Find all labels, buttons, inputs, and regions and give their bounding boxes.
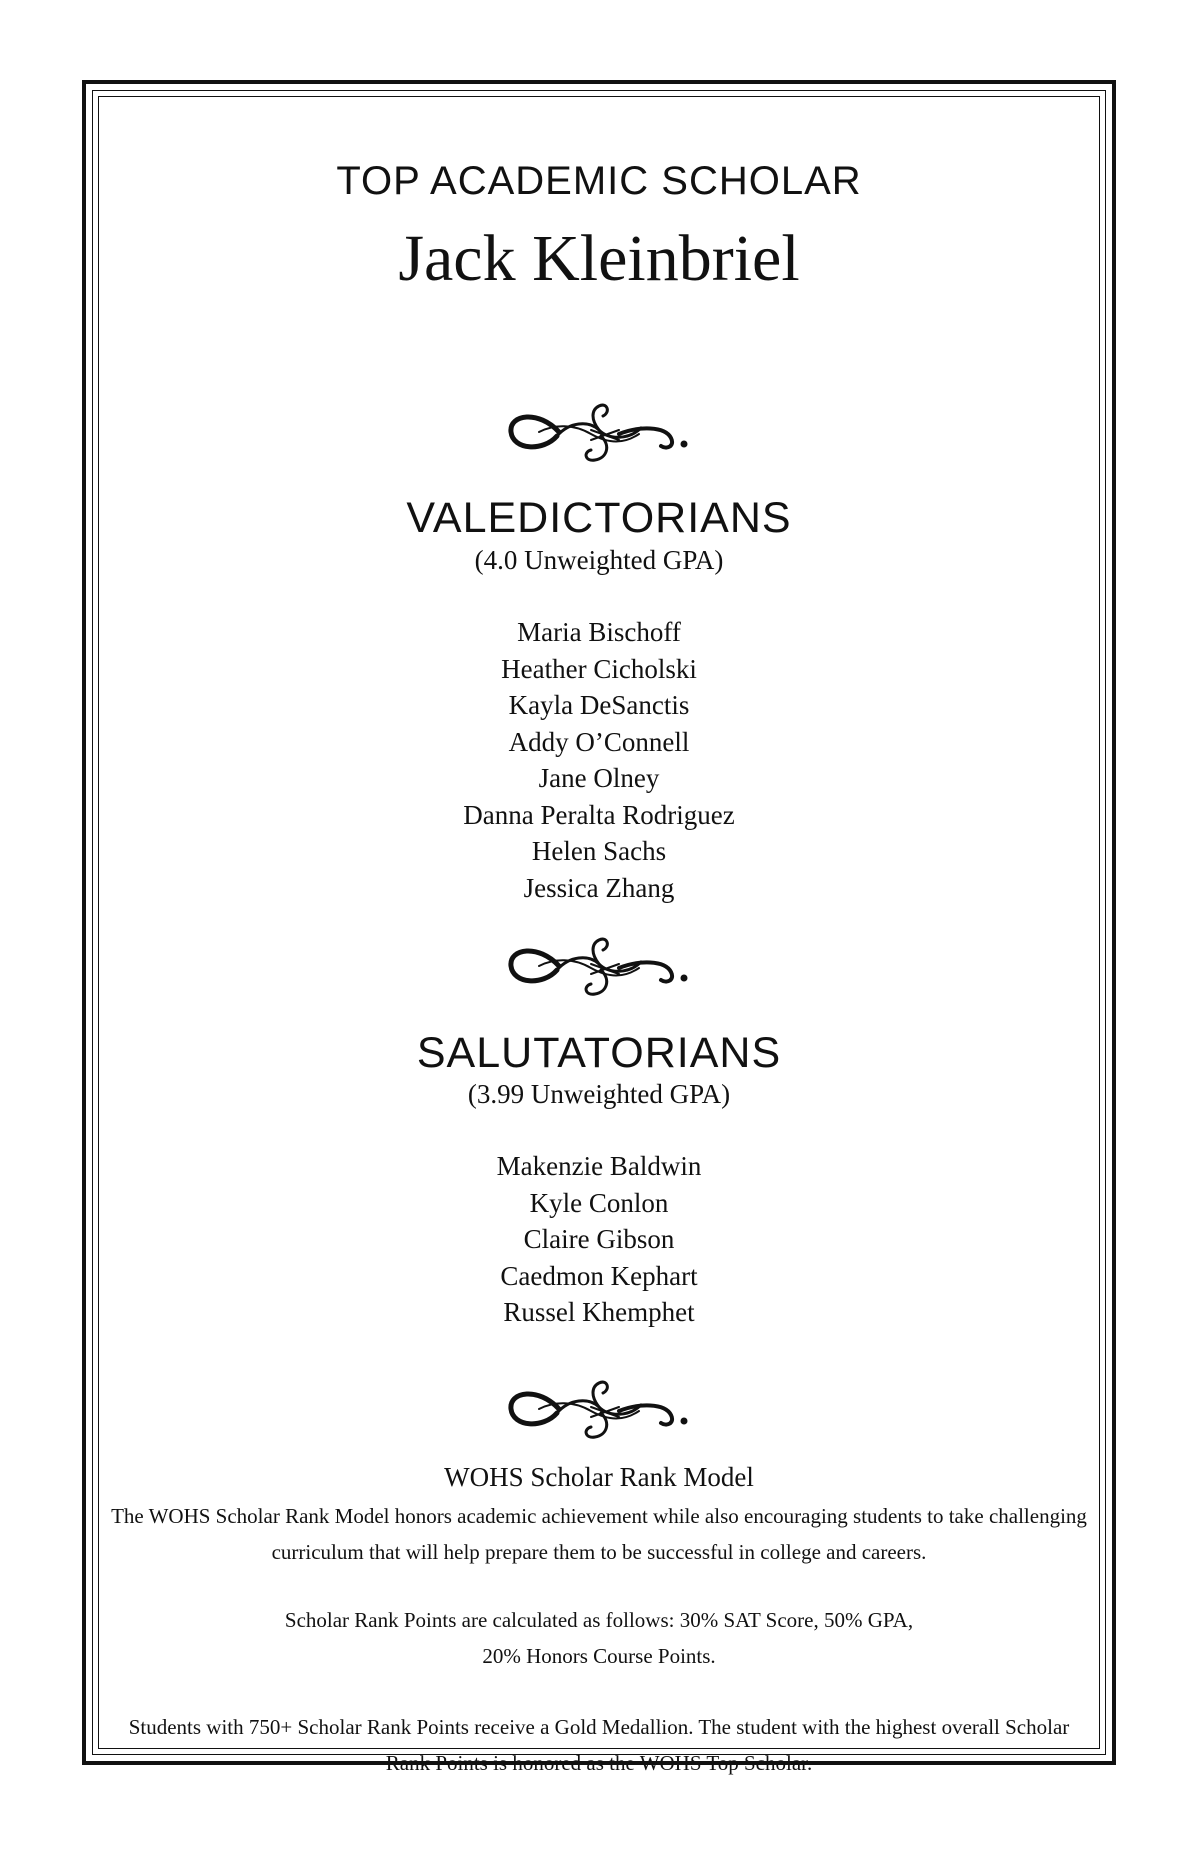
- list-item: Addy O’Connell: [508, 726, 690, 757]
- rank-model-paragraph-1: The WOHS Scholar Rank Model honors academic achievement while also encouraging students to take challenging curriculum that will help prepare them to be successful in college and careers.: [111, 1504, 1087, 1564]
- list-item: Makenzie Baldwin: [496, 1151, 702, 1181]
- list-item: Russel Khemphet: [503, 1297, 695, 1327]
- program-page: [86, 84, 1112, 1775]
- top-scholar-heading: TOP ACADEMIC SCHOLAR: [336, 159, 862, 203]
- flourish-ornament-icon: [86, 390, 1112, 470]
- top-scholar-name: Jack Kleinbriel: [398, 222, 800, 295]
- list-item: Danna Peralta Rodriguez: [463, 799, 735, 830]
- list-item: Kayla DeSanctis: [508, 690, 690, 720]
- list-item: Jane Olney: [538, 763, 660, 793]
- list-item: Claire Gibson: [523, 1224, 675, 1254]
- valedictorians-title: VALEDICTORIANS: [406, 494, 792, 542]
- list-item: Jessica Zhang: [523, 872, 675, 903]
- list-item: Caedmon Kephart: [500, 1260, 698, 1291]
- rank-model-paragraph-2: Scholar Rank Points are calculated as follows: 30% SAT Score, 50% GPA, 20% Honors Course Points.: [284, 1608, 914, 1668]
- valedictorians-list: [86, 614, 1112, 906]
- list-item: Kyle Conlon: [529, 1187, 669, 1218]
- salutatorians-title: SALUTATORIANS: [416, 1029, 782, 1077]
- flourish-ornament-icon: [86, 1367, 1112, 1447]
- valedictorians-subtitle: (4.0 Unweighted GPA): [474, 545, 724, 575]
- rank-model-title: WOHS Scholar Rank Model: [444, 1462, 754, 1492]
- flourish-ornament-icon: [86, 924, 1112, 1004]
- salutatorians-subtitle: (3.99 Unweighted GPA): [467, 1079, 731, 1109]
- salutatorians-list: [86, 1148, 1112, 1331]
- rank-model-paragraph-3: Students with 750+ Scholar Rank Points receive a Gold Medallion. The student with the highest overall Scholar Rank Points is honored as the WOHS Top Scholar.: [128, 1715, 1070, 1775]
- list-item: Helen Sachs: [531, 836, 667, 866]
- list-item: Heather Cicholski: [501, 653, 697, 684]
- list-item: Maria Bischoff: [517, 617, 681, 647]
